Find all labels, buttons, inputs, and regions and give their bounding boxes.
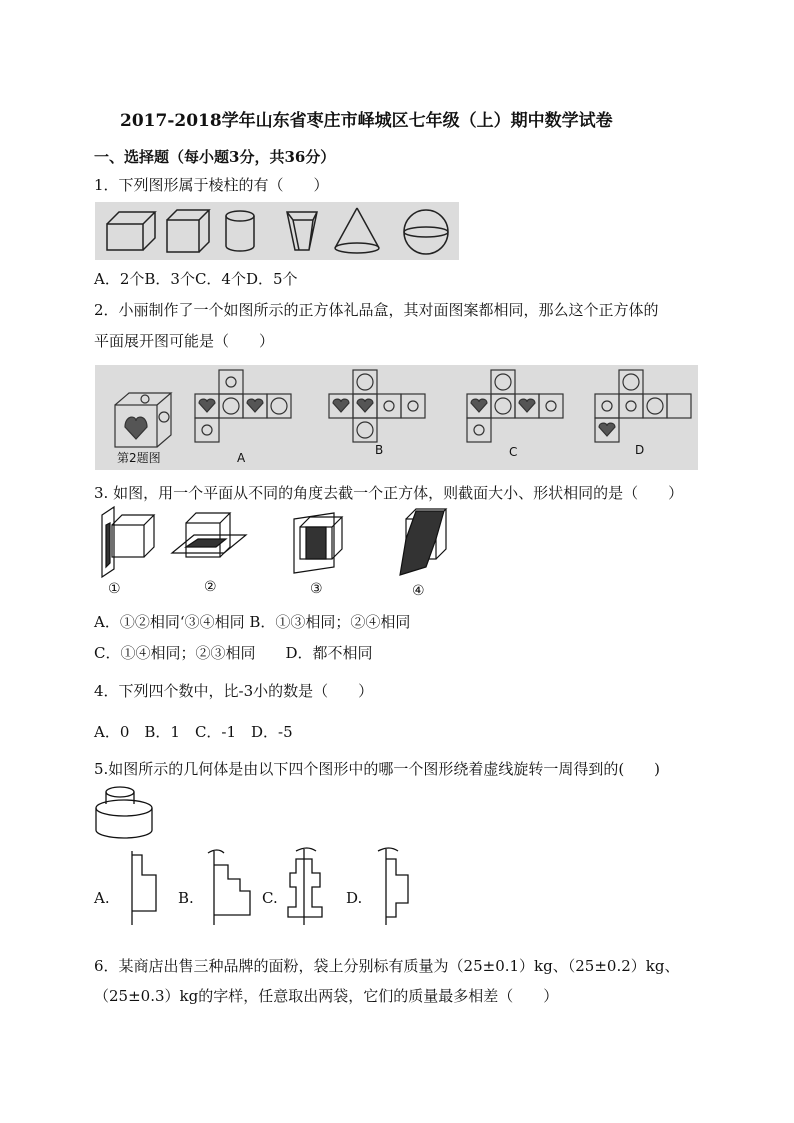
net-b <box>329 370 425 442</box>
net-a <box>195 370 291 442</box>
net-c <box>467 370 563 442</box>
option-label-a: A. <box>94 889 110 907</box>
q3-cut-cubes-figure <box>94 505 464 600</box>
net-label-d: D <box>635 443 645 457</box>
option-shape-b <box>208 850 250 925</box>
net-label-a: A <box>237 451 246 465</box>
cylinder-shape <box>226 211 254 251</box>
option-shape-a <box>132 851 156 925</box>
q3-stem: 3. 如图，用一个平面从不同的角度去截一个正方体，则截面大小、形状相同的是（ ） <box>94 484 684 502</box>
q6-stem-line2: （25±0.3）kg的字样，任意取出两袋，它们的质量最多相差（ ） <box>94 987 559 1005</box>
net-label-c: C <box>509 445 518 459</box>
q2-stem-line1: 2．小丽制作了一个如图所示的正方体礼品盒，其对面图案都相同，那么这个正方体的 <box>94 301 659 319</box>
option-label-d: D. <box>346 889 363 907</box>
q4-options: A．0 B．1 C．-1 D．-5 <box>94 723 293 741</box>
cut-cube-3 <box>294 513 342 573</box>
q2-stem-line2: 平面展开图可能是（ ） <box>94 332 275 350</box>
option-shape-c <box>288 848 322 925</box>
section-heading: 一、选择题（每小题3分，共36分） <box>94 148 336 166</box>
cut-cube-2 <box>172 513 246 557</box>
net-label-b: B <box>375 443 384 457</box>
cube-label-2: ② <box>204 579 217 595</box>
cut-cube-4 <box>400 509 446 575</box>
q1-shapes-figure <box>95 202 459 260</box>
q3-options-line2: C．①④相同；②③相同 D．都不相同 <box>94 644 373 662</box>
q5-options-figure <box>94 845 424 927</box>
sphere-shape <box>404 210 448 254</box>
gift-box-cube <box>115 393 171 447</box>
option-label-b: B. <box>178 889 194 907</box>
cube-label-3: ③ <box>310 581 323 597</box>
q1-options: A．2个B．3个C．4个D．5个 <box>94 270 298 288</box>
q3-options-line1: A．①②相同‘③④相同 B．①③相同；②④相同 <box>94 613 411 631</box>
prismoid-shape <box>287 212 317 250</box>
option-shape-d <box>378 848 408 925</box>
cube-label-4: ④ <box>412 583 425 599</box>
q1-stem: 1．下列图形属于棱柱的有（ ） <box>94 176 329 194</box>
q5-solid-figure <box>94 782 164 842</box>
q4-stem: 4．下列四个数中，比-3小的数是（ ） <box>94 682 374 700</box>
net-d <box>595 370 691 442</box>
option-label-c: C. <box>262 889 278 907</box>
page-title: 2017-2018学年山东省枣庄市峄城区七年级（上）期中数学试卷 <box>120 111 613 131</box>
q5-stem: 5.如图所示的几何体是由以下四个图形中的哪一个图形绕着虚线旋转一周得到的( ) <box>94 760 661 778</box>
q2-fig-caption: 第2题图 <box>117 451 161 465</box>
cube-label-1: ① <box>108 581 121 597</box>
q6-stem-line1: 6．某商店出售三种品牌的面粉，袋上分别标有质量为（25±0.1）kg、（25±0.2）kg、 <box>94 957 680 975</box>
cut-cube-1 <box>102 507 154 577</box>
cone-shape <box>335 208 379 253</box>
q2-nets-figure <box>95 365 698 470</box>
cuboid-shape <box>107 212 155 250</box>
cube-shape <box>167 210 209 252</box>
